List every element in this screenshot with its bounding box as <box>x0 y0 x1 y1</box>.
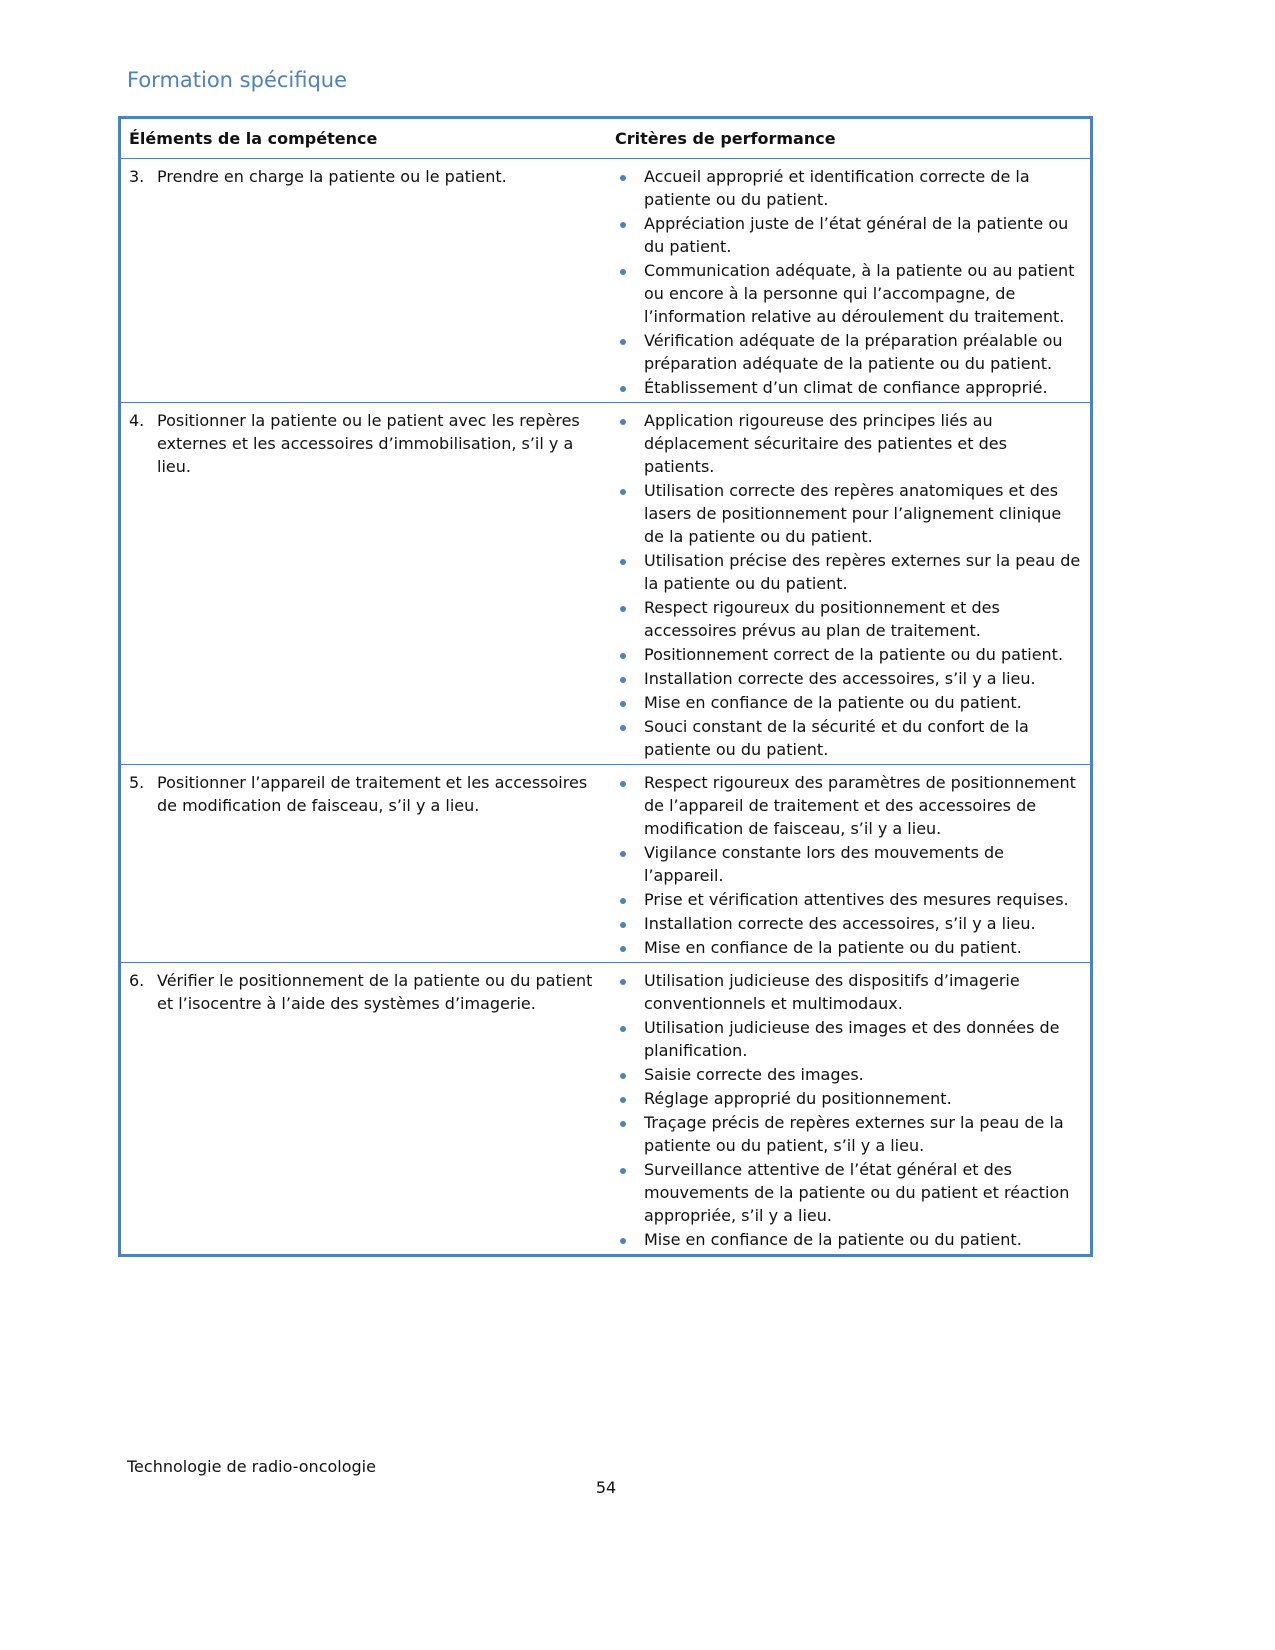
element-number: 5. <box>129 773 145 792</box>
criteria-cell <box>607 963 1092 1256</box>
criterion-item: Communication adéquate, à la patiente ou au patient ou encore à la personne qui l’accompagne, de l’information relative au déroulement du traitement. <box>615 259 1082 328</box>
criteria-list <box>615 165 1082 399</box>
criteria-cell <box>607 403 1092 765</box>
element-text: Positionner l’appareil de traitement et les accessoires de modification de faisceau, s’il y a lieu. <box>157 773 588 815</box>
criterion-item: Respect rigoureux des paramètres de positionnement de l’appareil de traitement et des accessoires de modification de faisceau, s’il y a lieu. <box>615 771 1082 840</box>
criterion-item: Vigilance constante lors des mouvements de l’appareil. <box>615 841 1082 887</box>
table-row <box>120 159 1092 403</box>
section-title: Formation spécifique <box>127 68 348 92</box>
element-number: 4. <box>129 411 145 430</box>
criterion-item: Établissement d’un climat de confiance approprié. <box>615 376 1082 399</box>
criterion-item: Utilisation judicieuse des dispositifs d’imagerie conventionnels et multimodaux. <box>615 969 1082 1015</box>
criterion-item: Mise en confiance de la patiente ou du patient. <box>615 936 1082 959</box>
criterion-item: Appréciation juste de l’état général de la patiente ou du patient. <box>615 212 1082 258</box>
table-header-row <box>120 118 1092 159</box>
criteria-cell <box>607 765 1092 963</box>
criterion-item: Respect rigoureux du positionnement et des accessoires prévus au plan de traitement. <box>615 596 1082 642</box>
element-cell <box>120 765 608 963</box>
criterion-item: Application rigoureuse des principes liés au déplacement sécuritaire des patientes et des patients. <box>615 409 1082 478</box>
element-cell <box>120 403 608 765</box>
table-row <box>120 963 1092 1256</box>
competence-table <box>118 116 1093 1257</box>
criteria-list <box>615 771 1082 959</box>
element-number: 3. <box>129 167 145 186</box>
criterion-item: Installation correcte des accessoires, s’il y a lieu. <box>615 912 1082 935</box>
criterion-item: Prise et vérification attentives des mesures requises. <box>615 888 1082 911</box>
criterion-item: Souci constant de la sécurité et du confort de la patiente ou du patient. <box>615 715 1082 761</box>
table-row <box>120 403 1092 765</box>
table-row <box>120 765 1092 963</box>
criterion-item: Traçage précis de repères externes sur la peau de la patiente ou du patient, s’il y a lieu. <box>615 1111 1082 1157</box>
criterion-item: Installation correcte des accessoires, s’il y a lieu. <box>615 667 1082 690</box>
criterion-item: Mise en confiance de la patiente ou du patient. <box>615 691 1082 714</box>
element-cell <box>120 159 608 403</box>
criterion-item: Réglage approprié du positionnement. <box>615 1087 1082 1110</box>
criterion-item: Utilisation judicieuse des images et des données de planification. <box>615 1016 1082 1062</box>
criteria-list <box>615 969 1082 1251</box>
criterion-item: Mise en confiance de la patiente ou du patient. <box>615 1228 1082 1251</box>
criterion-item: Surveillance attentive de l’état général et des mouvements de la patiente ou du patient et réaction appropriée, s’il y a lieu. <box>615 1158 1082 1227</box>
criteria-cell <box>607 159 1092 403</box>
element-cell <box>120 963 608 1256</box>
criterion-item: Vérification adéquate de la préparation préalable ou préparation adéquate de la patiente ou du patient. <box>615 329 1082 375</box>
criteria-list <box>615 409 1082 761</box>
header-elements: Éléments de la compétence <box>120 118 608 159</box>
element-text: Positionner la patiente ou le patient avec les repères externes et les accessoires d’immobilisation, s’il y a lieu. <box>157 411 580 476</box>
criterion-item: Saisie correcte des images. <box>615 1063 1082 1086</box>
footer-title: Technologie de radio-oncologie <box>127 1457 376 1476</box>
element-text: Prendre en charge la patiente ou le patient. <box>157 167 507 186</box>
criterion-item: Positionnement correct de la patiente ou du patient. <box>615 643 1082 666</box>
criterion-item: Utilisation précise des repères externes sur la peau de la patiente ou du patient. <box>615 549 1082 595</box>
page-number: 54 <box>595 1478 617 1497</box>
criterion-item: Accueil approprié et identification correcte de la patiente ou du patient. <box>615 165 1082 211</box>
criterion-item: Utilisation correcte des repères anatomiques et des lasers de positionnement pour l’alignement clinique de la patiente ou du patient. <box>615 479 1082 548</box>
element-number: 6. <box>129 971 145 990</box>
header-criteria: Critères de performance <box>607 118 1092 159</box>
element-text: Vérifier le positionnement de la patiente ou du patient et l’isocentre à l’aide des systèmes d’imagerie. <box>157 971 593 1013</box>
